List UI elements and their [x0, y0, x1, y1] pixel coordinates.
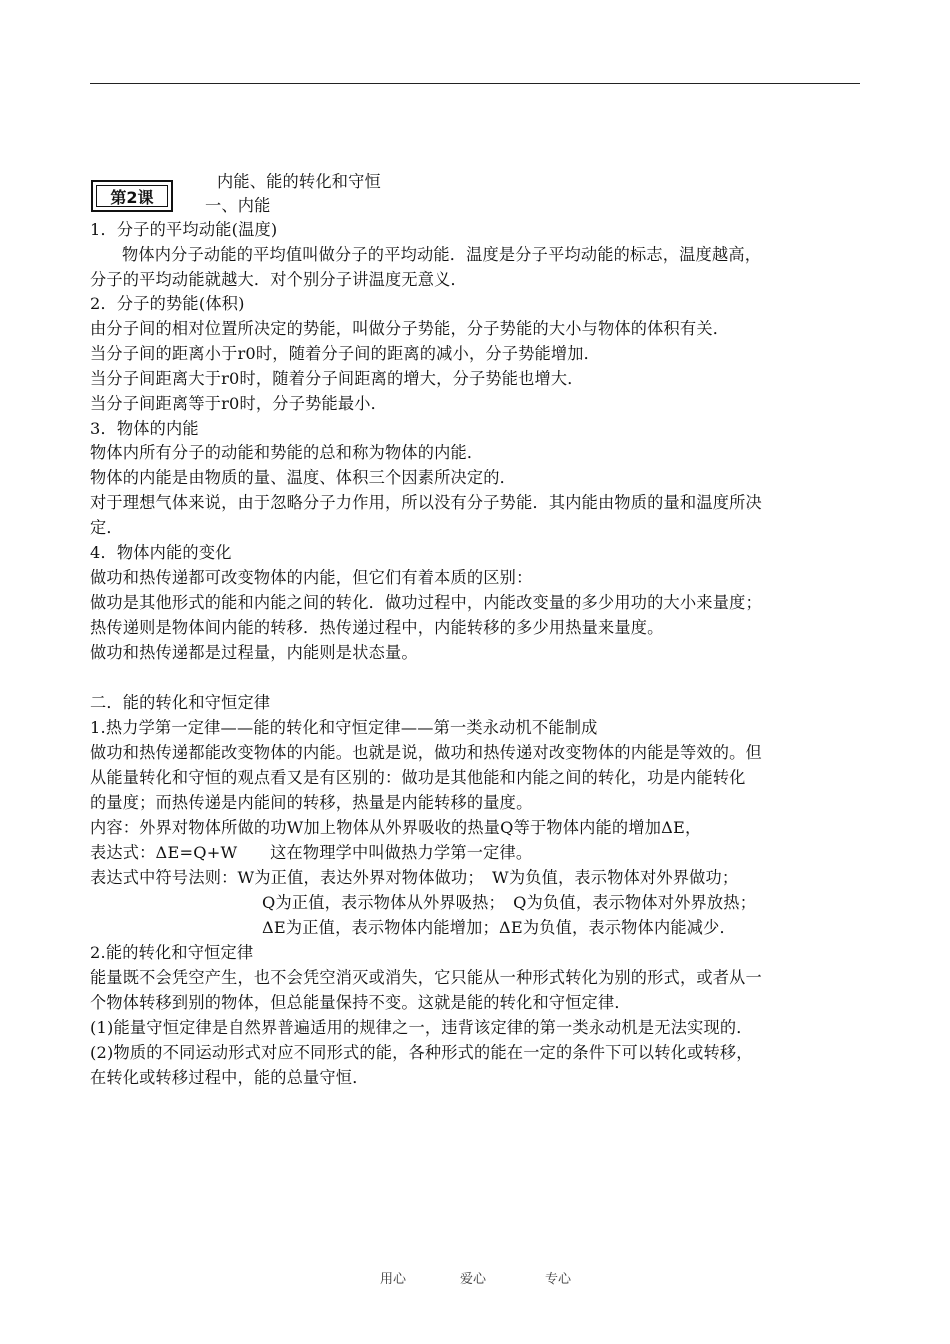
paragraph-line: 物体内所有分子的动能和势能的总和称为物体的内能． — [90, 443, 484, 462]
paragraph-line: 分子的平均动能就越大．对个别分子讲温度无意义． — [90, 270, 467, 289]
paragraph-line: 表达式中符号法则：W为正值，表达外界对物体做功； W为负值，表示物体对外界做功； — [90, 868, 739, 887]
paragraph-line: ΔE为正值，表示物体内能增加；ΔE为负值，表示物体内能减少． — [262, 918, 736, 937]
paragraph-line: 对于理想气体来说，由于忽略分子力作用，所以没有分子势能．其内能由物质的量和温度所决 — [90, 493, 762, 512]
subheading: 3．物体的内能 — [90, 419, 199, 438]
paragraph-line: 做功和热传递都能改变物体的内能。也就是说，做功和热传递对改变物体的内能是等效的。但 — [90, 743, 762, 762]
paragraph-line: (1)能量守恒定律是自然界普遍适用的规律之一，违背该定律的第一类永动机是无法实现的． — [90, 1018, 753, 1037]
paragraph-line: 当分子间的距离小于r0时，随着分子间的距离的减小，分子势能增加． — [90, 344, 601, 363]
paragraph-line: 热传递则是物体间内能的转移．热传递过程中，内能转移的多少用热量来量度。 — [90, 618, 664, 637]
paragraph-line: 个物体转移到别的物体，但总能量保持不变。这就是能的转化和守恒定律． — [90, 993, 631, 1012]
paragraph-line: 当分子间距离等于r0时，分子势能最小． — [90, 394, 388, 413]
paragraph-line: 在转化或转移过程中，能的总量守恒． — [90, 1068, 369, 1087]
lesson-label-box — [91, 180, 173, 212]
paragraph-line: 做功和热传递都是过程量，内能则是状态量。 — [90, 643, 418, 662]
paragraph-line: 做功是其他形式的能和内能之间的转化．做功过程中，内能改变量的多少用功的大小来量度； — [90, 593, 762, 612]
paragraph-line: 从能量转化和守恒的观点看又是有区别的：做功是其他能和内能之间的转化，功是内能转化 — [90, 768, 746, 787]
paragraph-line: 物体的内能是由物质的量、温度、体积三个因素所决定的． — [90, 468, 517, 487]
paragraph-line: 能量既不会凭空产生，也不会凭空消灭或消失，它只能从一种形式转化为别的形式，或者从一 — [90, 968, 762, 987]
paragraph-line: 当分子间距离大于r0时，随着分子间距离的增大，分子势能也增大． — [90, 369, 584, 388]
paragraph-line: 的量度；而热传递是内能间的转移，热量是内能转移的量度。 — [90, 793, 533, 812]
footer-text: 用心 — [380, 1272, 407, 1287]
lesson-label: 第2课 — [96, 185, 168, 207]
section-heading: 一、内能 — [205, 196, 271, 215]
page-title: 内能、能的转化和守恒 — [217, 172, 381, 191]
section-heading: 二．能的转化和守恒定律 — [90, 693, 271, 712]
subheading: 1．分子的平均动能(温度) — [90, 220, 278, 239]
paragraph-line: 由分子间的相对位置所决定的势能，叫做分子势能，分子势能的大小与物体的体积有关． — [90, 319, 730, 338]
footer-text: 专心 — [545, 1272, 572, 1287]
paragraph-line: (2)物质的不同运动形式对应不同形式的能，各种形式的能在一定的条件下可以转化或转移， — [90, 1043, 753, 1062]
paragraph-line: 定． — [90, 518, 123, 537]
subheading: 2．分子的势能(体积) — [90, 294, 245, 313]
footer-text: 爱心 — [460, 1272, 487, 1287]
header-rule — [90, 83, 860, 84]
paragraph-line: 物体内分子动能的平均值叫做分子的平均动能．温度是分子平均动能的标志，温度越高， — [122, 245, 762, 264]
paragraph-line: 做功和热传递都可改变物体的内能，但它们有着本质的区别： — [90, 568, 533, 587]
subheading: 4．物体内能的变化 — [90, 543, 232, 562]
subheading: 1.热力学第一定律——能的转化和守恒定律——第一类永动机不能制成 — [90, 718, 598, 737]
paragraph-line: 表达式：ΔE=Q+W 这在物理学中叫做热力学第一定律。 — [90, 843, 533, 862]
paragraph-line: Q为正值，表示物体从外界吸热； Q为负值，表示物体对外界放热； — [262, 893, 757, 912]
paragraph-line: 内容：外界对物体所做的功W加上物体从外界吸收的热量Q等于物体内能的增加ΔE， — [90, 818, 702, 837]
subheading: 2.能的转化和守恒定律 — [90, 943, 254, 962]
